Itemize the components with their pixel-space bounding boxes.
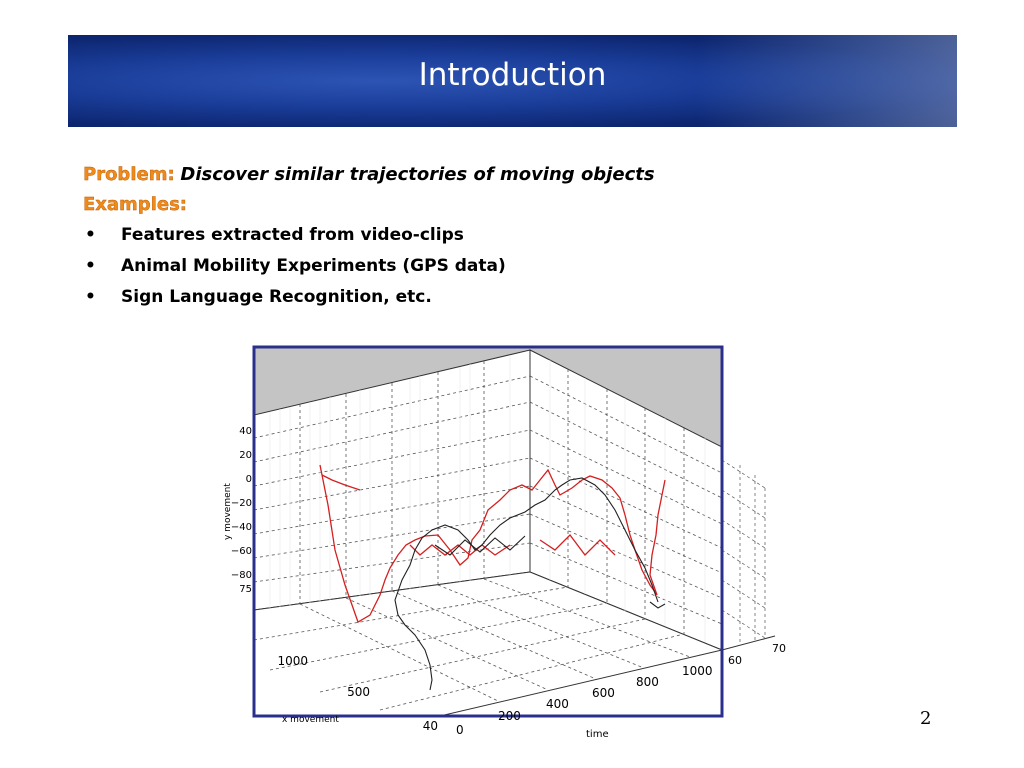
outer-grid [722, 460, 765, 645]
y-tick-label: 40 [239, 426, 252, 437]
y-axis-label: y movement [223, 483, 233, 540]
examples-line [83, 190, 903, 220]
depth-tick-label: 70 [772, 642, 786, 655]
y-tick-label: −20 [230, 498, 252, 509]
bullet-icon: • [85, 287, 96, 307]
bullet-text: Animal Mobility Experiments (GPS data) [121, 256, 506, 276]
bullet-item [83, 282, 903, 313]
page-number: 2 [920, 708, 932, 729]
time-tick-label: 600 [592, 686, 615, 700]
trajectory-3d-plot [210, 340, 800, 745]
time-tick-label: 1000 [682, 664, 713, 678]
problem-line [83, 160, 903, 190]
examples-label: Examples: [83, 194, 187, 215]
time-tick-label: 0 [456, 723, 464, 737]
bullet-icon: • [85, 225, 96, 245]
title-banner [68, 35, 957, 127]
y-tick-label: 20 [239, 450, 252, 461]
y-tick-label: 75 [239, 584, 252, 595]
slide-body [83, 160, 903, 313]
y-tick-label: −80 [230, 570, 252, 581]
time-tick-label: 200 [498, 709, 521, 723]
bullet-item [83, 251, 903, 282]
x-tick-label: 1000 [277, 654, 308, 668]
time-tick-label: 800 [636, 675, 659, 689]
x-tick-label: 40 [422, 719, 438, 733]
problem-text: Discover similar trajectories of moving objects [180, 164, 655, 185]
y-tick-labels [231, 426, 252, 595]
slide-title: Introduction [418, 57, 607, 93]
y-tick-label: −40 [230, 522, 252, 533]
y-tick-label: 0 [245, 474, 252, 485]
y-tick-label: −60 [230, 546, 252, 557]
bullet-text: Features extracted from video-clips [121, 225, 464, 245]
bullet-icon: • [85, 256, 96, 276]
x-axis-label: x movement [282, 715, 339, 725]
bullet-item [83, 220, 903, 251]
time-tick-label: 400 [546, 697, 569, 711]
time-axis-label: time [586, 729, 609, 740]
bullet-text: Sign Language Recognition, etc. [121, 287, 432, 307]
depth-axis [722, 636, 775, 650]
x-tick-label: 500 [347, 685, 370, 699]
depth-tick-label: 60 [728, 654, 742, 667]
problem-label: Problem: [83, 164, 175, 185]
